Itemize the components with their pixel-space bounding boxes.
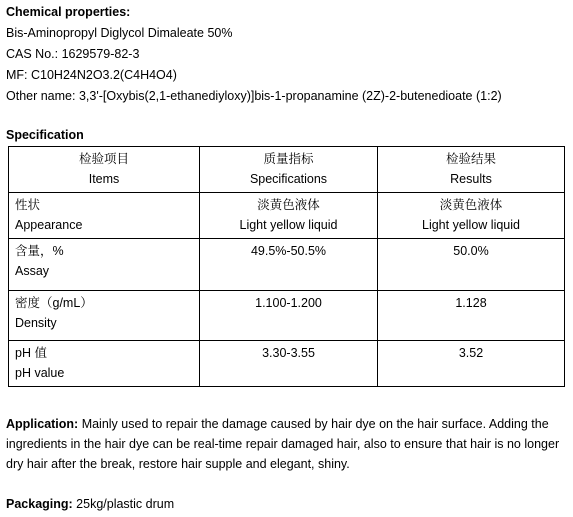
other-name: Other name: 3,3'-[Oxybis(2,1-ethanediyloxy)]bis-1-propanamine (2Z)-2-butenedioate (1:2) xyxy=(6,89,502,103)
table-row xyxy=(9,239,565,291)
spec-cell: 1.100-1.200 xyxy=(200,291,378,341)
result-cell: 50.0% xyxy=(378,239,565,291)
header-specifications: 质量指标 Specifications xyxy=(200,147,378,193)
application-paragraph xyxy=(6,414,566,474)
header-results: 检验结果 Results xyxy=(378,147,565,193)
spec-cell: 3.30-3.55 xyxy=(200,341,378,387)
cas-number: CAS No.: 1629579-82-3 xyxy=(6,47,140,61)
spec-cell: 49.5%-50.5% xyxy=(200,239,378,291)
item-cell: 性状 Appearance xyxy=(9,193,200,239)
chemical-properties-heading: Chemical properties: xyxy=(6,5,131,19)
application-label: Application: xyxy=(6,417,79,431)
item-cell: 密度（g/mL） Density xyxy=(9,291,200,341)
header-items: 检验项目 Items xyxy=(9,147,200,193)
item-cell: pH 值 pH value xyxy=(9,341,200,387)
molecular-formula: MF: C10H24N2O3.2(C4H4O4) xyxy=(6,68,177,82)
packaging-text: 25kg/plastic drum xyxy=(72,497,175,511)
packaging-paragraph xyxy=(6,494,566,514)
chemical-name: Bis-Aminopropyl Diglycol Dimaleate 50% xyxy=(6,26,233,40)
packaging-label: Packaging: xyxy=(6,497,73,511)
application-text: Mainly used to repair the damage caused by hair dye on the hair surface. Adding the ingredients in the hair dye can be real-time repair damaged hair, also to ensure that hair is no longer dry hair after the break, restore hair supple and elegant, shiny. xyxy=(6,417,560,471)
table-row xyxy=(9,193,565,239)
specification-table xyxy=(8,146,565,387)
table-header-row xyxy=(9,147,565,193)
result-cell: 3.52 xyxy=(378,341,565,387)
table-row xyxy=(9,341,565,387)
specification-heading: Specification xyxy=(6,128,84,142)
spec-cell: 淡黄色液体 Light yellow liquid xyxy=(200,193,378,239)
result-cell: 淡黄色液体 Light yellow liquid xyxy=(378,193,565,239)
item-cell: 含量，% Assay xyxy=(9,239,200,291)
result-cell: 1.128 xyxy=(378,291,565,341)
table-row xyxy=(9,291,565,341)
